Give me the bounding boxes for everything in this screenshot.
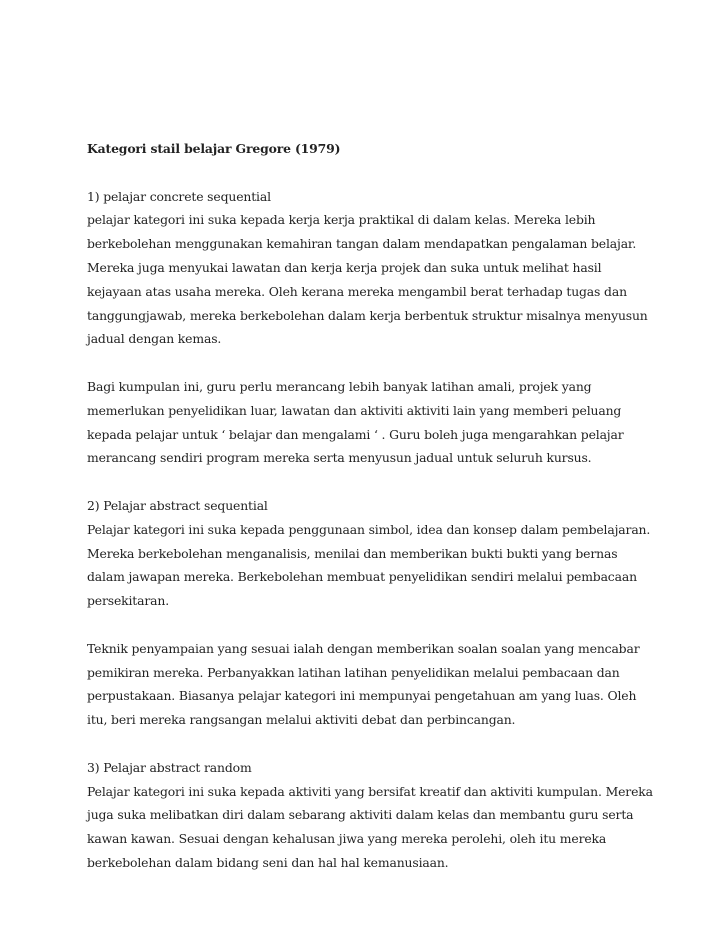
spacer xyxy=(87,732,657,756)
spacer xyxy=(87,351,657,375)
section-2-heading: 2) Pelajar abstract sequential xyxy=(87,497,268,513)
spacer xyxy=(87,161,657,185)
section-1-heading: 1) pelajar concrete sequential xyxy=(87,188,271,204)
section-1-paragraph-1: pelajar kategori ini suka kepada kerja kerja praktikal di dalam kelas. Mereka lebih berkebolehan menggunakan kemahiran tangan dalam mendapatkan pengalaman belajar. Mereka juga menyukai lawatan dan kerja kerja projek dan suka untuk melihat hasil kejayaan atas usaha mereka. Oleh kerana mereka mengambil berat terhadap tugas dan tanggungjawab, mereka berkebolehan dalam kerja berbentuk struktur misalnya menyusun jadual dengan kemas. xyxy=(87,212,648,347)
spacer xyxy=(87,613,657,637)
section-2-paragraph-2: Teknik penyampaian yang sesuai ialah dengan memberikan soalan soalan yang mencabar pemikiran mereka. Perbanyakkan latihan latihan penyelidikan melalui pembacaan dan perpustakaan. Biasanya pelajar kategori ini mempunyai pengetahuan am yang luas. Oleh itu, beri mereka rangsangan melalui aktiviti debat dan perbincangan. xyxy=(87,640,640,728)
section-3-heading: 3) Pelajar abstract random xyxy=(87,759,252,775)
document-title: Kategori stail belajar Gregore (1979) xyxy=(87,141,341,156)
spacer xyxy=(87,470,657,494)
document-page xyxy=(87,137,657,875)
section-3-paragraph-1: Pelajar kategori ini suka kepada aktiviti yang bersifat kreatif dan aktiviti kumpulan. Mereka juga suka melibatkan diri dalam sebarang aktiviti dalam kelas dan membantu guru serta kawan kawan. Sesuai dengan kehalusan jiwa yang mereka perolehi, oleh itu mereka berkebolehan dalam bidang seni dan hal hal kemanusiaan. xyxy=(87,783,653,870)
section-1-paragraph-2: Bagi kumpulan ini, guru perlu merancang lebih banyak latihan amali, projek yang memerlukan penyelidikan luar, lawatan dan aktiviti aktiviti lain yang memberi peluang kepada pelajar untuk ‘ belajar dan mengalami ‘ . Guru boleh juga mengarahkan pelajar merancang sendiri program mereka serta menyusun jadual untuk seluruh kursus. xyxy=(87,378,624,466)
section-2-paragraph-1: Pelajar kategori ini suka kepada penggunaan simbol, idea dan konsep dalam pembelajaran. Mereka berkebolehan menganalisis, menilai dan memberikan bukti bukti yang bernas dalam jawapan mereka. Berkebolehan membuat penyelidikan sendiri melalui pembacaan persekitaran. xyxy=(87,521,651,609)
